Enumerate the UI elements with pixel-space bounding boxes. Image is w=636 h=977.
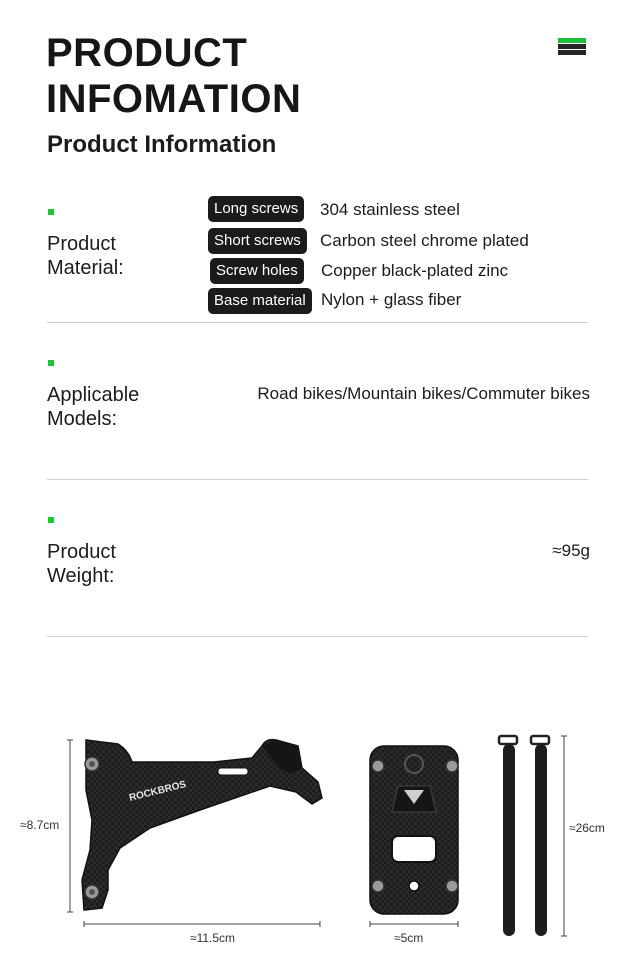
base-image [370,746,458,914]
material-label: Product Material: [47,233,124,279]
divider [47,479,588,480]
divider [47,322,588,323]
value-short-screws: Carbon steel chrome plated [320,231,529,250]
straps-image [499,736,549,936]
bracket-height-dim: ≈8.7cm [20,818,60,832]
section-subtitle: Product Information [47,131,277,158]
page-title [46,30,301,122]
models-label: Applicable Models: [47,384,140,430]
product-illustration [0,720,636,960]
base-width-dim: ≈5cm [394,931,424,945]
value-screw-holes: Copper black-plated zinc [321,261,509,280]
bullet-models [48,360,54,366]
divider [47,636,588,637]
bullet-weight [48,517,54,523]
strap-length-dim: ≈26cm [569,821,605,835]
value-long-screws: 304 stainless steel [320,200,460,219]
title-line-1: PRODUCT [46,31,248,75]
flag-icon [558,38,586,55]
brand-logo: ROCKBROS [128,779,188,804]
title-line-2: INFOMATION [46,77,302,121]
value-base-material: Nylon + glass fiber [321,290,462,309]
bullet-material [48,209,54,215]
weight-label: Product Weight: [47,541,116,587]
tag-screw-holes: Screw holes [210,258,304,284]
tag-long-screws: Long screws [208,196,304,222]
tag-base-material: Base material [208,288,312,314]
models-value: Road bikes/Mountain bikes/Commuter bikes [257,384,590,403]
tag-short-screws: Short screws [208,228,307,254]
bracket-image [82,740,322,910]
bracket-width-dim: ≈11.5cm [190,931,236,945]
weight-value: ≈95g [552,541,590,560]
